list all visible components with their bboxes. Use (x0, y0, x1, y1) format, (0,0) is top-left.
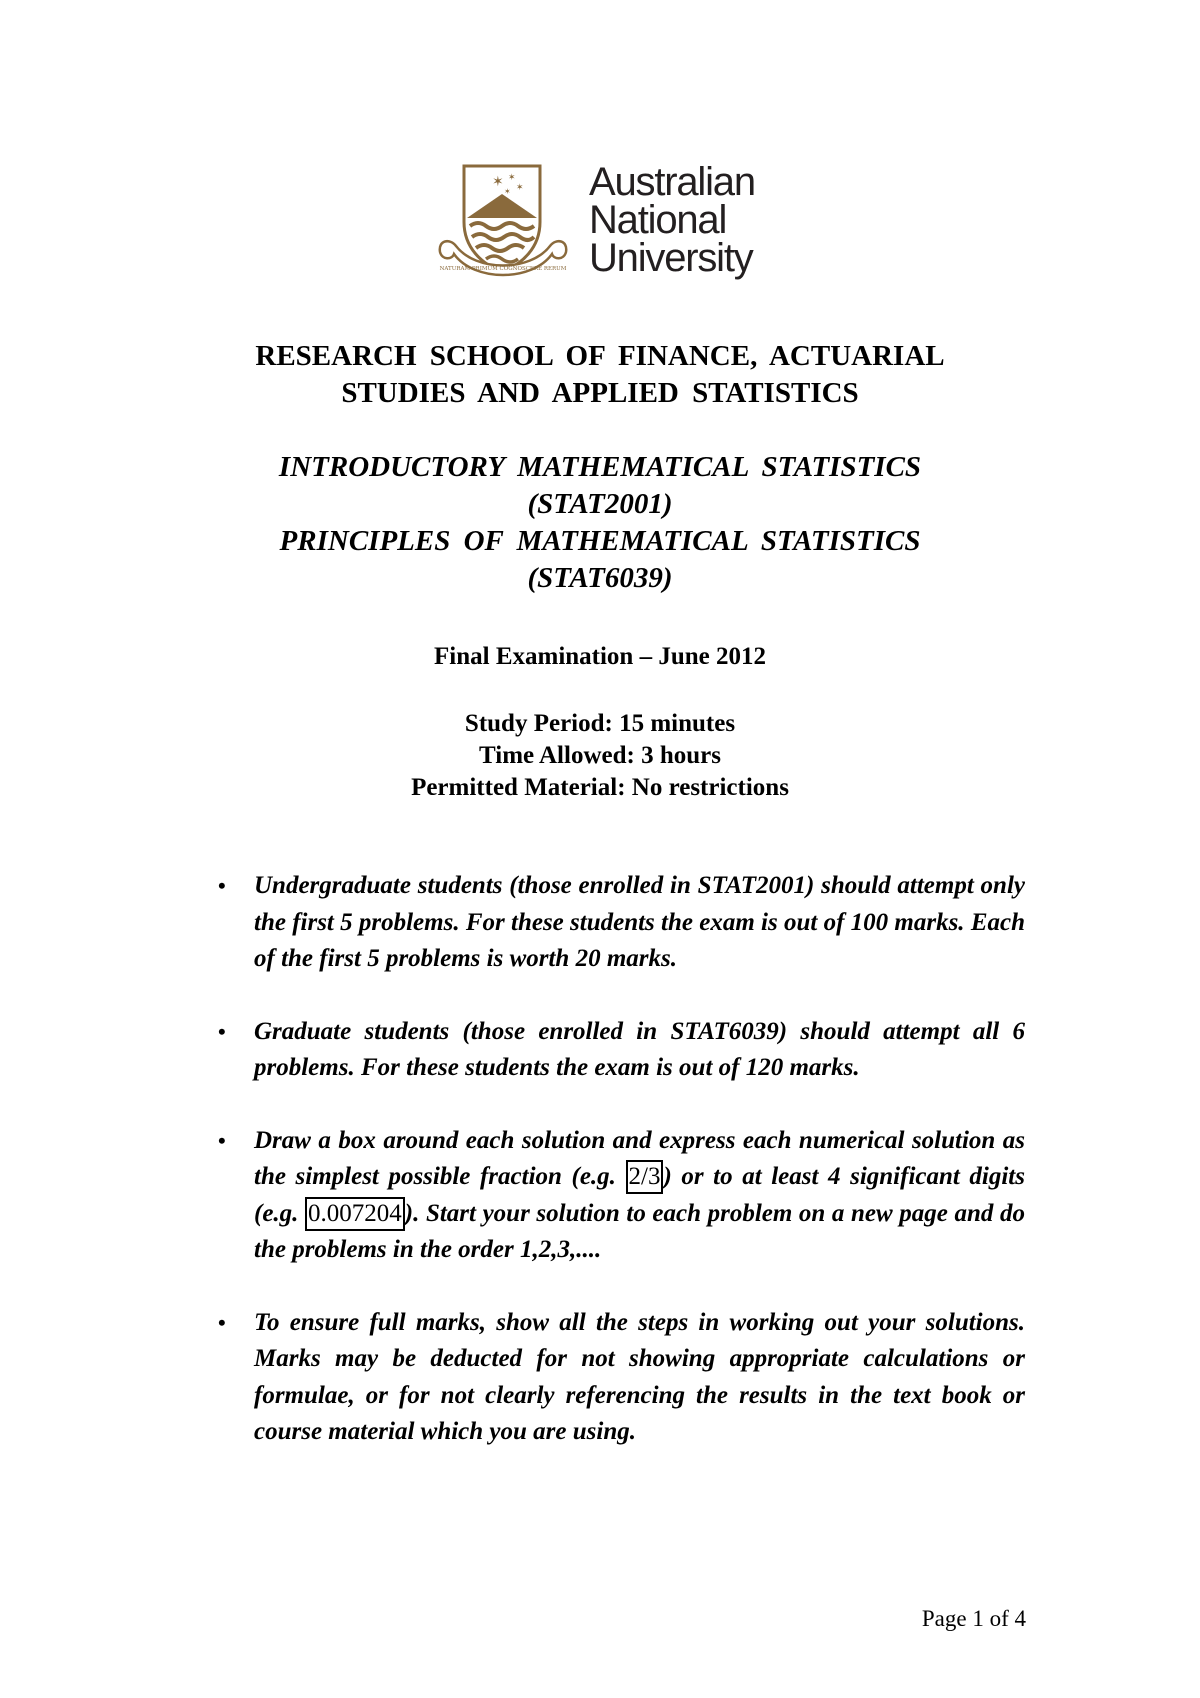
school-heading (0, 338, 1200, 412)
course-title-grad: PRINCIPLES OF MATHEMATICAL STATISTICS (279, 525, 921, 557)
course-code-undergrad: (STAT2001) (527, 488, 673, 520)
time-allowed: Time Allowed: 3 hours (479, 742, 721, 769)
wordmark-line-1: Australian (589, 160, 755, 204)
svg-text:✶: ✶ (504, 187, 511, 196)
instruction-grad: Graduate students (those enrolled in STAT6039) should attempt all 6 problems. For these students the exam is out of 120 marks. (254, 1017, 1025, 1081)
exam-title: Final Examination – June 2012 (434, 643, 766, 670)
bullet-icon: • (218, 1309, 226, 1335)
instruction-item (210, 1014, 1025, 1087)
permitted-material: Permitted Material: No restrictions (411, 774, 789, 801)
study-period: Study Period: 15 minutes (464, 710, 736, 737)
svg-text:NATURAM PRIMUM COGNOSCERE RERU: NATURAM PRIMUM COGNOSCERE RERUM (439, 266, 567, 272)
instruction-box-part-2: ) or to at least 4 significant digits (e.g. (254, 1163, 1025, 1227)
boxed-example-fraction: 2/3 (626, 1160, 664, 1194)
school-heading-line-1: RESEARCH SCHOOL OF FINANCE, ACTUARIAL (255, 340, 945, 372)
instruction-box-part-3: ). Start your solution to each problem on a new page and do the problems in the order 1,2,3,.... (254, 1199, 1026, 1263)
page-number: Page 1 of 4 (921, 1606, 1026, 1631)
exam-details (0, 708, 1200, 804)
course-title-undergrad: INTRODUCTORY MATHEMATICAL STATISTICS (278, 451, 922, 483)
instruction-item (210, 1123, 1025, 1269)
instruction-box-part-1: Draw a box around each solution and express each numerical solution as the simplest possible fraction (e.g. (254, 1126, 1025, 1190)
anu-crest-icon (436, 160, 571, 290)
instruction-show-steps: To ensure full marks, show all the steps in working out your solutions. Marks may be deducted for not showing appropriate calculations or formulae, or for not clearly referencing the results in the text book or course material which you are using. (254, 1308, 1025, 1445)
instruction-undergrad: Undergraduate students (those enrolled in STAT2001) should attempt only the first 5 problems. For these students the exam is out of 100 marks. Each of the first 5 problems is worth 20 marks. (254, 872, 1025, 972)
university-wordmark (589, 160, 755, 280)
svg-text:✶: ✶ (516, 183, 524, 193)
course-titles (0, 449, 1200, 597)
bullet-icon: • (218, 1018, 226, 1044)
svg-text:✶: ✶ (492, 174, 504, 190)
school-heading-line-2: STUDIES AND APPLIED STATISTICS (341, 377, 859, 409)
wordmark-line-3: University (589, 236, 753, 280)
instruction-item (210, 1305, 1025, 1451)
bullet-icon: • (218, 1127, 226, 1153)
anu-logo (436, 160, 776, 290)
boxed-example-decimal: 0.007204 (305, 1197, 405, 1231)
wordmark-line-2: National (589, 198, 727, 242)
bullet-icon: • (218, 873, 226, 898)
instruction-item (210, 868, 1025, 978)
course-code-grad: (STAT6039) (527, 562, 673, 594)
svg-text:✶: ✶ (508, 173, 516, 183)
instructions-list (210, 868, 1025, 1487)
